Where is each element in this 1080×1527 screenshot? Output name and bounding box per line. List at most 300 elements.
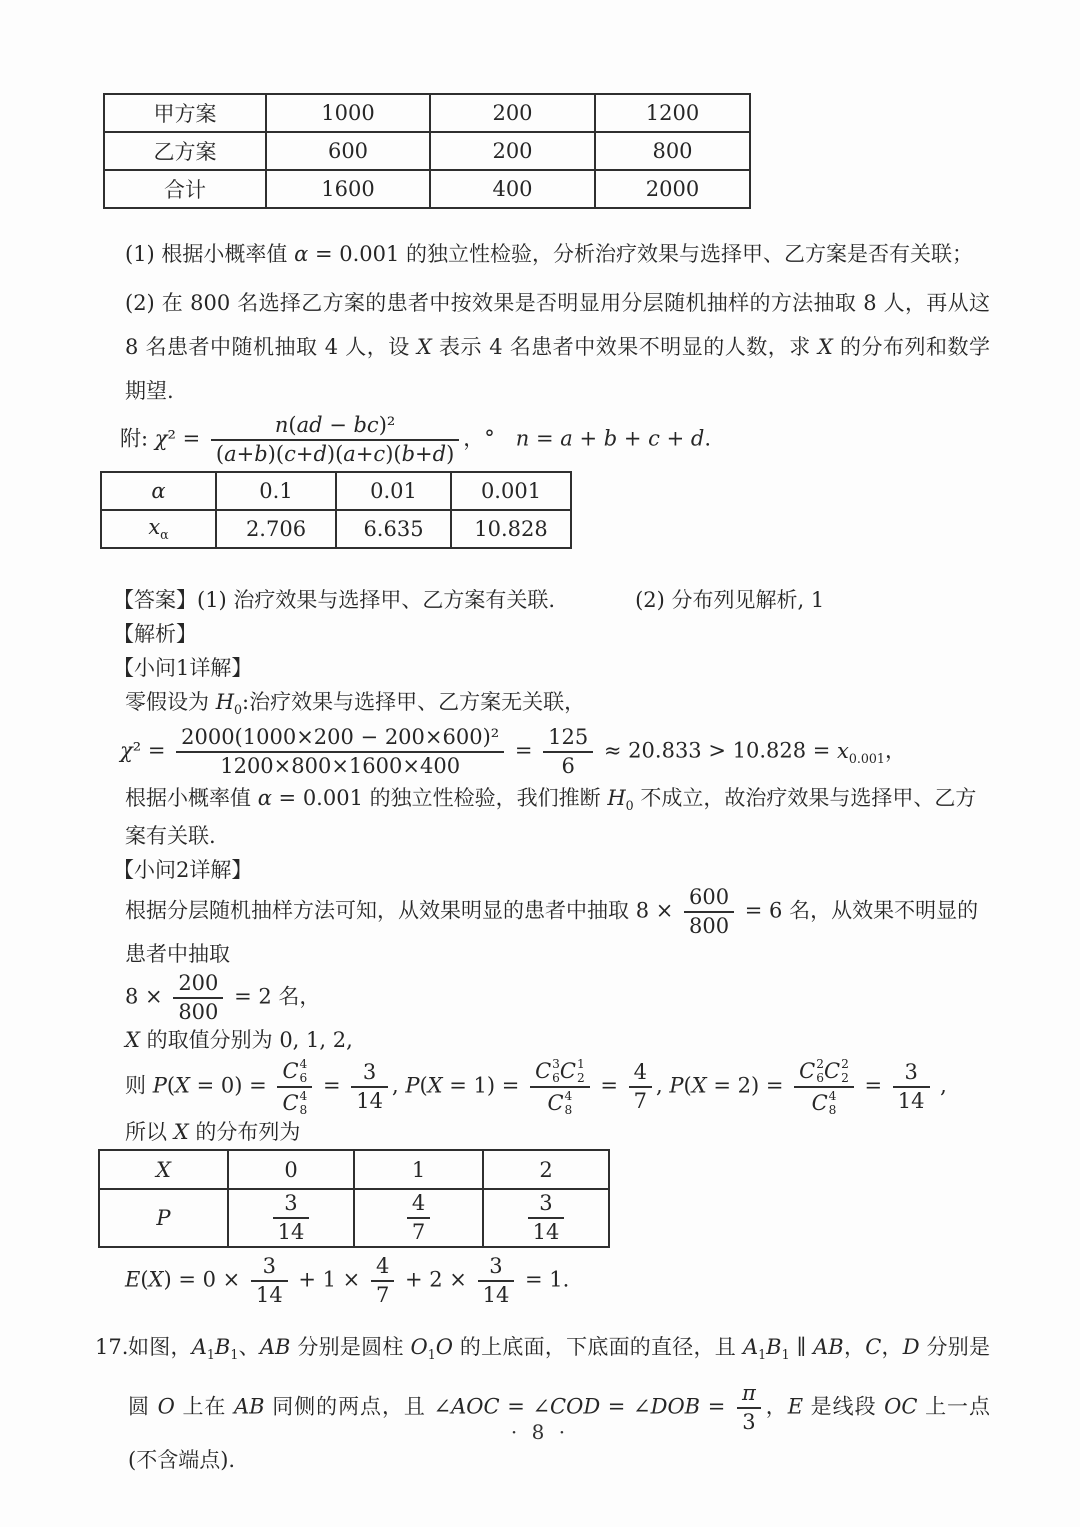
combination-superscript: 4 bbox=[564, 1089, 573, 1104]
table-cell: 2 bbox=[483, 1150, 609, 1189]
math-variable: χ bbox=[154, 426, 168, 451]
subscript-base: x bbox=[148, 515, 161, 540]
text-run: = 0) = bbox=[189, 1073, 274, 1098]
combination-superscript: 4 bbox=[299, 1057, 308, 1072]
math-variable: d bbox=[313, 442, 327, 466]
text-run: ∥ bbox=[789, 1335, 814, 1360]
table-cell: 乙方案 bbox=[104, 132, 266, 170]
x-values-line bbox=[125, 1025, 990, 1055]
math-variable: a bbox=[560, 426, 573, 451]
text-run: 125 bbox=[548, 725, 589, 750]
fraction bbox=[273, 1191, 310, 1245]
math-variable: X bbox=[175, 1073, 190, 1098]
text-run: 4 bbox=[633, 1060, 648, 1085]
table-cell: 1600 bbox=[266, 170, 430, 208]
fraction-numerator bbox=[351, 1060, 388, 1088]
fraction-denominator bbox=[277, 1088, 312, 1117]
distribution-table bbox=[98, 1149, 610, 1248]
combination-superscript: 4 bbox=[828, 1089, 837, 1104]
text-run: 200 bbox=[178, 971, 219, 996]
combination-scripts bbox=[300, 1089, 308, 1117]
math-variable: c bbox=[373, 442, 386, 466]
text-run: + bbox=[659, 426, 691, 451]
subquestion1-header: 【小问1详解】 bbox=[113, 656, 253, 680]
fraction-numerator bbox=[893, 1060, 930, 1088]
table-row bbox=[99, 1150, 609, 1189]
table-cell: 0.001 bbox=[451, 472, 571, 510]
table-row bbox=[104, 94, 750, 132]
math-variable: ad bbox=[296, 413, 323, 437]
math-variable: d bbox=[432, 442, 447, 466]
question-17 bbox=[95, 1322, 990, 1484]
question-17-text bbox=[128, 1322, 990, 1484]
math-variable: α bbox=[257, 786, 272, 811]
subscript-base: B bbox=[214, 1335, 231, 1360]
math-variable: π bbox=[741, 1380, 756, 1405]
text-run: ≈ 20.833 > 10.828 = bbox=[597, 738, 838, 763]
combination-symbol bbox=[824, 1057, 849, 1085]
table-row bbox=[99, 1189, 609, 1247]
text-run: 800 bbox=[689, 914, 730, 939]
text-run: , bbox=[391, 1073, 406, 1098]
math-variable: DOB bbox=[650, 1394, 701, 1419]
combination-symbol bbox=[282, 1057, 307, 1085]
table-cell: 200 bbox=[430, 132, 595, 170]
table-cell: 6.635 bbox=[336, 510, 451, 548]
text-run: ， bbox=[881, 1335, 903, 1360]
text-run: 3 bbox=[262, 1254, 276, 1279]
math-variable: AB bbox=[259, 1335, 291, 1360]
text-run: 名， bbox=[278, 984, 321, 1009]
subscripted-variable bbox=[148, 515, 169, 543]
fraction-denominator bbox=[543, 753, 593, 779]
math-variable: P bbox=[669, 1073, 684, 1098]
text-run: 名，从效果不明显的患者中抽取 bbox=[125, 898, 979, 967]
table-cell: 800 bbox=[595, 132, 750, 170]
text-run: = bbox=[593, 1073, 625, 1098]
math-variable: X bbox=[691, 1073, 707, 1098]
question-number: 17. bbox=[95, 1335, 129, 1360]
math-variable: b bbox=[603, 426, 618, 451]
combination-base: C bbox=[282, 1090, 299, 1115]
text-run: :治疗效果与选择甲、乙方案无关联， bbox=[242, 690, 586, 714]
math-variable: X bbox=[148, 1267, 164, 1292]
text-run: + 1 × bbox=[291, 1267, 367, 1292]
math-variable: χ bbox=[120, 738, 133, 763]
text-run: 的独立性检验，我们推断 bbox=[369, 786, 608, 811]
combination-superscript: 1 bbox=[576, 1057, 585, 1072]
table-cell bbox=[99, 1150, 228, 1189]
subscript-text: 0 bbox=[625, 798, 634, 814]
table-cell bbox=[99, 1189, 228, 1247]
table-cell: 甲方案 bbox=[104, 94, 266, 132]
text-run: )( bbox=[326, 442, 344, 466]
combination-base: C bbox=[559, 1058, 576, 1083]
subscript-base: B bbox=[766, 1335, 782, 1360]
fraction bbox=[176, 725, 504, 779]
text-run: 14 bbox=[897, 1089, 925, 1114]
fraction bbox=[629, 1060, 652, 1114]
subquestion2-header: 【小问2详解】 bbox=[113, 858, 253, 883]
text-run: ) = 0 × bbox=[163, 1267, 247, 1292]
fraction-numerator bbox=[407, 1191, 430, 1219]
text-run: 7 bbox=[411, 1220, 426, 1245]
problem-part1 bbox=[125, 239, 990, 269]
combination-subscript: 8 bbox=[828, 1103, 837, 1118]
fraction bbox=[543, 725, 593, 779]
subscripted-variable bbox=[191, 1335, 215, 1363]
math-variable: E bbox=[125, 1267, 141, 1292]
text-run: ， bbox=[843, 1335, 866, 1360]
fraction-numerator bbox=[629, 1060, 652, 1088]
subscript-text: 0 bbox=[234, 702, 243, 718]
subscripted-variable bbox=[837, 738, 885, 766]
fraction-denominator bbox=[794, 1088, 854, 1117]
text-run: = bbox=[508, 738, 540, 763]
combination-scripts bbox=[552, 1057, 560, 1085]
fraction-denominator bbox=[478, 1282, 515, 1308]
combination-subscript: 6 bbox=[552, 1071, 560, 1086]
text-run: + bbox=[617, 426, 649, 451]
fraction bbox=[211, 413, 459, 467]
text-run: 不成立，故治疗效果与选择甲、乙方案有关联. bbox=[125, 786, 977, 849]
text-run: = bbox=[529, 426, 561, 451]
combination-subscript: 2 bbox=[576, 1071, 585, 1086]
fraction-denominator bbox=[684, 913, 734, 939]
probability-line bbox=[125, 1057, 990, 1117]
combination-base: C bbox=[282, 1058, 299, 1083]
text-run: 是线段 bbox=[803, 1394, 885, 1419]
text-run: . bbox=[704, 426, 712, 451]
text-run: = ∠ bbox=[499, 1394, 551, 1419]
table-row bbox=[101, 510, 571, 548]
fraction-denominator bbox=[371, 1282, 394, 1308]
table-cell bbox=[228, 1189, 354, 1247]
text-run: 3 bbox=[539, 1191, 553, 1216]
math-variable: d bbox=[690, 426, 705, 451]
subscript-text: α bbox=[160, 527, 169, 543]
table-cell: 200 bbox=[430, 94, 595, 132]
table-cell: 600 bbox=[266, 132, 430, 170]
subscripted-variable bbox=[215, 690, 243, 718]
text-run: 上一点 (不含端点). bbox=[128, 1394, 991, 1472]
math-variable: X bbox=[817, 335, 833, 359]
math-variable: OC bbox=[884, 1394, 918, 1419]
table-cell: 0.1 bbox=[216, 472, 336, 510]
text-run: 7 bbox=[633, 1089, 648, 1114]
fraction-numerator bbox=[277, 1057, 312, 1088]
text-run: 14 bbox=[532, 1220, 560, 1245]
text-run: + 2 × bbox=[398, 1267, 474, 1292]
subscript-base: H bbox=[607, 786, 626, 811]
math-variable: P bbox=[156, 1206, 171, 1231]
fraction bbox=[478, 1254, 515, 1308]
text-run: 的独立性检验，分析治疗效果与选择甲、乙方案是否有关联； bbox=[406, 242, 974, 266]
subscript-base: H bbox=[215, 690, 235, 714]
math-variable: X bbox=[427, 1073, 443, 1098]
subscripted-variable bbox=[410, 1335, 436, 1363]
table-cell bbox=[101, 472, 216, 510]
answer-part1: 【答案】(1) 治疗效果与选择甲、乙方案有关联. bbox=[113, 588, 556, 612]
text-run: , bbox=[656, 1073, 670, 1098]
math-variable: O bbox=[157, 1394, 175, 1419]
math-variable: X bbox=[125, 1028, 140, 1053]
text-run: 2000(1000×200 − 200×600)² bbox=[181, 725, 500, 750]
math-variable: P bbox=[405, 1073, 420, 1098]
combination-scripts bbox=[816, 1057, 824, 1085]
fraction bbox=[251, 1254, 288, 1308]
text-run: 14 bbox=[482, 1283, 510, 1308]
fraction bbox=[351, 1060, 388, 1114]
math-variable: b bbox=[254, 442, 268, 466]
fraction-denominator bbox=[173, 999, 223, 1025]
stratified-sampling-line2 bbox=[125, 971, 990, 1025]
combination-superscript: 4 bbox=[299, 1089, 308, 1104]
text-run: + bbox=[355, 442, 374, 466]
text-run: = 1) = bbox=[442, 1073, 527, 1098]
text-run: + bbox=[572, 426, 604, 451]
subscript-text: 1 bbox=[206, 1347, 215, 1363]
table-cell bbox=[354, 1189, 483, 1247]
text-run: 3 bbox=[489, 1254, 503, 1279]
table-row bbox=[104, 132, 750, 170]
page-number: · 8 · bbox=[510, 1420, 570, 1444]
subscript-base: x bbox=[837, 738, 849, 763]
text-run: 8 × bbox=[635, 898, 680, 923]
combination-symbol bbox=[799, 1057, 824, 1085]
combination-subscript: 8 bbox=[299, 1103, 308, 1118]
text-run: = 0.001 bbox=[308, 242, 407, 266]
text-run: 根据小概率值 bbox=[125, 786, 258, 811]
combination-base: C bbox=[535, 1058, 552, 1083]
fraction bbox=[893, 1060, 930, 1114]
text-run: + bbox=[236, 442, 255, 466]
chi-square-calculation bbox=[120, 725, 990, 779]
text-run: ( bbox=[288, 413, 297, 437]
answer-line bbox=[113, 585, 990, 615]
math-variable: a bbox=[224, 442, 237, 466]
combination-base: C bbox=[799, 1058, 816, 1083]
subscripted-variable bbox=[607, 786, 634, 814]
text-run: ( bbox=[140, 1267, 149, 1292]
math-variable: b bbox=[401, 442, 416, 466]
text-run: 4 bbox=[375, 1254, 390, 1279]
math-variable: α bbox=[151, 479, 166, 503]
text-run: 800 bbox=[178, 1000, 219, 1025]
subquestion1-conclusion bbox=[125, 783, 990, 851]
expectation-line bbox=[125, 1254, 990, 1308]
null-hypothesis-line bbox=[125, 687, 990, 725]
problem-part2 bbox=[125, 281, 990, 413]
text-run: = 6 bbox=[738, 898, 790, 923]
fraction-denominator bbox=[893, 1088, 930, 1114]
text-run: 分别是圆柱 bbox=[290, 1335, 411, 1360]
math-variable: COD bbox=[550, 1394, 601, 1419]
text-run: , bbox=[933, 1073, 947, 1098]
combination-scripts bbox=[841, 1057, 849, 1085]
subscript-base: O bbox=[410, 1335, 428, 1360]
text-run: 分别是圆 bbox=[128, 1335, 991, 1419]
fraction-denominator bbox=[528, 1219, 565, 1245]
table-cell: 1 bbox=[354, 1150, 483, 1189]
text-run: ，° bbox=[463, 426, 516, 451]
distribution-intro-line bbox=[125, 1117, 990, 1147]
combination-symbol bbox=[560, 1057, 585, 1085]
text-run: + bbox=[415, 442, 433, 466]
text-run: 4 bbox=[411, 1191, 426, 1216]
text-run: = ∠ bbox=[600, 1394, 651, 1419]
math-variable: c bbox=[648, 426, 660, 451]
fraction bbox=[794, 1057, 854, 1117]
fraction bbox=[277, 1057, 312, 1117]
text-run: 3 bbox=[742, 1409, 756, 1434]
fraction-numerator bbox=[543, 725, 593, 753]
fraction-denominator bbox=[351, 1088, 388, 1114]
text-run: 则 bbox=[125, 1073, 153, 1098]
subscript-text: 0.001 bbox=[848, 750, 885, 766]
math-variable: bc bbox=[353, 413, 379, 437]
fraction-numerator bbox=[173, 971, 223, 999]
text-run: − bbox=[322, 413, 354, 437]
subscript-text: 1 bbox=[230, 1347, 239, 1363]
combination-scripts bbox=[565, 1089, 573, 1117]
text-run: 6 bbox=[561, 754, 575, 779]
contingency-table bbox=[103, 93, 751, 209]
subscript-text: 1 bbox=[781, 1347, 790, 1363]
fraction-numerator bbox=[211, 413, 459, 441]
text-run: 14 bbox=[277, 1220, 305, 1245]
combination-subscript: 2 bbox=[841, 1071, 849, 1086]
combination-subscript: 8 bbox=[564, 1103, 573, 1118]
combination-subscript: 6 bbox=[816, 1071, 824, 1086]
text-run: 、 bbox=[238, 1335, 260, 1360]
text-run: )² bbox=[378, 413, 396, 437]
fraction bbox=[371, 1254, 394, 1308]
text-run: ( bbox=[419, 1073, 428, 1098]
math-variable: AB bbox=[233, 1394, 265, 1419]
math-variable: α bbox=[294, 242, 309, 266]
combination-symbol bbox=[812, 1089, 837, 1117]
math-variable: n bbox=[274, 413, 289, 437]
subscripted-variable bbox=[214, 1335, 239, 1363]
math-variable: C bbox=[865, 1335, 882, 1360]
fraction-numerator bbox=[528, 1191, 565, 1219]
text-run: 1200×800×1600×400 bbox=[220, 754, 461, 779]
table-cell bbox=[483, 1189, 609, 1247]
text-run: ( bbox=[683, 1073, 692, 1098]
text-run: 零假设为 bbox=[125, 690, 216, 714]
text-run: ( bbox=[166, 1073, 176, 1098]
text-run: )( bbox=[385, 442, 402, 466]
table-cell bbox=[101, 510, 216, 548]
text-run: = 2 bbox=[227, 984, 279, 1009]
table-cell: 400 bbox=[430, 170, 595, 208]
combination-symbol bbox=[547, 1089, 572, 1117]
text-run: 上在 bbox=[174, 1394, 234, 1419]
text-run: )( bbox=[267, 442, 285, 466]
subscripted-variable bbox=[742, 1335, 767, 1363]
text-run: ， bbox=[884, 738, 906, 763]
subscript-base: A bbox=[742, 1335, 759, 1360]
text-run: 0, 1, 2, bbox=[279, 1028, 353, 1053]
text-run: 的分布列和数学期望. bbox=[125, 335, 991, 403]
fraction bbox=[530, 1057, 590, 1117]
combination-base: C bbox=[547, 1090, 564, 1115]
table-cell: 2000 bbox=[595, 170, 750, 208]
text-run: ∠ bbox=[433, 1394, 452, 1419]
table-cell: 10.828 bbox=[451, 510, 571, 548]
fraction-numerator bbox=[530, 1057, 590, 1088]
text-run: ) bbox=[446, 442, 455, 466]
math-variable: AB bbox=[813, 1335, 844, 1360]
text-run: = bbox=[700, 1394, 733, 1419]
table-cell: 0.01 bbox=[336, 472, 451, 510]
text-run: 附: bbox=[120, 426, 155, 451]
text-run: 所以 bbox=[125, 1120, 174, 1145]
math-variable: O bbox=[435, 1335, 453, 1360]
text-run: 8 × bbox=[125, 984, 170, 1009]
math-variable: P bbox=[152, 1073, 167, 1098]
combination-superscript: 2 bbox=[841, 1057, 849, 1072]
text-run: (1) 根据小概率值 bbox=[125, 242, 295, 266]
text-run: 的取值分别为 bbox=[139, 1028, 280, 1053]
text-run: 14 bbox=[356, 1089, 383, 1114]
text-run: (2) 在 800 名选择乙方案的患者中按效果是否明显用分层随机抽样的方法抽取 8 人，再从这 8 名患者中随机抽取 4 人，设 bbox=[125, 291, 990, 359]
combination-scripts bbox=[300, 1057, 308, 1085]
math-variable: a bbox=[343, 442, 356, 466]
text-run: 的分布列为 bbox=[188, 1120, 301, 1145]
text-run: + bbox=[295, 442, 314, 466]
combination-scripts bbox=[829, 1089, 837, 1117]
text-run: 如图， bbox=[128, 1335, 192, 1360]
math-variable: D bbox=[902, 1335, 920, 1360]
fraction-denominator bbox=[273, 1219, 310, 1245]
text-run: 7 bbox=[375, 1283, 390, 1308]
text-run: 同侧的两点，且 bbox=[264, 1394, 434, 1419]
combination-base: C bbox=[823, 1058, 841, 1083]
fraction-denominator bbox=[211, 441, 459, 467]
table-row bbox=[104, 170, 750, 208]
table-cell: 2.706 bbox=[216, 510, 336, 548]
text-run: 的上底面，下底面的直径，且 bbox=[452, 1335, 743, 1360]
combination-symbol bbox=[535, 1057, 560, 1085]
fraction-numerator bbox=[176, 725, 504, 753]
combination-symbol bbox=[282, 1089, 307, 1117]
combination-superscript: 2 bbox=[816, 1057, 824, 1072]
text-run: ， bbox=[764, 1394, 788, 1419]
fraction-denominator bbox=[407, 1219, 430, 1245]
text-run: 14 bbox=[255, 1283, 283, 1308]
critical-value-table bbox=[100, 471, 572, 549]
fraction-denominator bbox=[530, 1088, 590, 1117]
fraction-denominator bbox=[251, 1282, 288, 1308]
fraction-numerator bbox=[273, 1191, 310, 1219]
fraction-numerator bbox=[251, 1254, 288, 1282]
math-variable: X bbox=[416, 335, 432, 359]
table-cell: 1000 bbox=[266, 94, 430, 132]
combination-subscript: 6 bbox=[299, 1071, 308, 1086]
subscript-base: A bbox=[191, 1335, 207, 1360]
math-variable: n bbox=[515, 426, 530, 451]
fraction-numerator bbox=[478, 1254, 515, 1282]
table-row bbox=[101, 472, 571, 510]
fraction-denominator bbox=[629, 1088, 652, 1114]
analysis-header: 【解析】 bbox=[113, 622, 197, 646]
subscripted-variable bbox=[766, 1335, 790, 1363]
math-variable: AOC bbox=[451, 1394, 500, 1419]
subscript-text: 1 bbox=[758, 1347, 767, 1363]
fraction bbox=[684, 885, 734, 939]
